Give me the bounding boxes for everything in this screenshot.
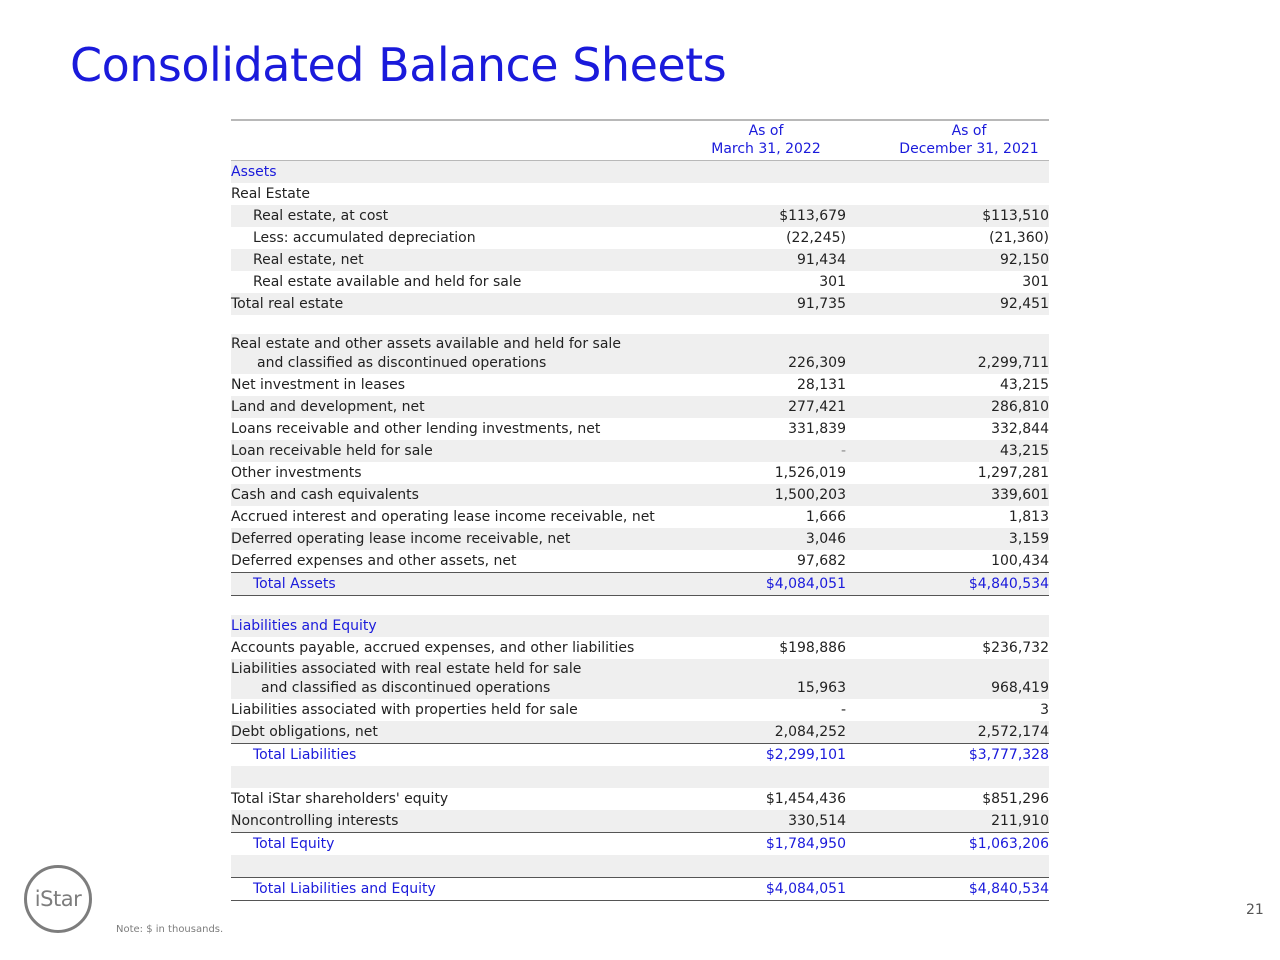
value-march-2022: $198,886 [779, 640, 846, 656]
section-heading-liabilities-and-equity [231, 615, 1049, 637]
value-march-2022: - [840, 443, 846, 459]
value-march-2022: 28,131 [797, 377, 846, 393]
value-march-2022: 1,526,019 [774, 465, 846, 481]
row-label: Net investment in leases [231, 377, 406, 393]
value-march-2022: $1,454,436 [765, 791, 846, 807]
value-december-2021: $3,777,328 [968, 747, 1049, 763]
table-row-total-real-estate [231, 293, 1049, 315]
balance-sheet-table [231, 119, 1049, 901]
table-row [231, 418, 1049, 440]
subheading-real-estate [231, 183, 1049, 205]
row-label: Real estate available and held for sale [253, 274, 522, 290]
table-row [231, 528, 1049, 550]
table-row-total-liabilities-and-equity [231, 878, 1049, 901]
row-label: Real estate and other assets available and held for sale and classified as discontinued operations [231, 336, 621, 371]
spacer-row [231, 596, 1049, 615]
table-row [231, 374, 1049, 396]
row-label: Total Liabilities and Equity [253, 881, 436, 897]
value-march-2022: 3,046 [805, 531, 846, 547]
row-label: Accrued interest and operating lease income receivable, net [231, 509, 655, 525]
value-march-2022: $4,084,051 [765, 881, 846, 897]
row-label: Liabilities associated with real estate held for sale and classified as discontinued operations [231, 661, 582, 696]
value-december-2021: 968,419 [991, 680, 1049, 696]
section-heading-assets [231, 161, 1049, 183]
row-label: Real estate, at cost [253, 208, 389, 224]
value-december-2021: 1,297,281 [977, 465, 1049, 481]
value-march-2022: 1,500,203 [774, 487, 846, 503]
value-march-2022: 330,514 [788, 813, 846, 829]
value-december-2021: 2,572,174 [977, 724, 1049, 740]
table-row [231, 484, 1049, 506]
table-row [231, 506, 1049, 528]
value-december-2021: 2,299,711 [977, 355, 1049, 371]
table-row [231, 699, 1049, 721]
table-row [231, 637, 1049, 659]
row-label: Liabilities and Equity [231, 618, 377, 634]
table-row [231, 462, 1049, 484]
value-december-2021: 339,601 [991, 487, 1049, 503]
value-march-2022: - [840, 702, 846, 718]
value-december-2021: 92,451 [1000, 296, 1049, 312]
column-header-december-2021: As of December 31, 2021 [899, 123, 1039, 157]
value-december-2021: 43,215 [1000, 443, 1049, 459]
footnote: Note: $ in thousands. [116, 924, 224, 935]
table-row [231, 249, 1049, 271]
value-march-2022: 1,666 [805, 509, 846, 525]
row-label: Total real estate [231, 296, 344, 312]
row-label: Total iStar shareholders' equity [231, 791, 449, 807]
table-row [231, 810, 1049, 833]
spacer-row [231, 315, 1049, 334]
row-label: Deferred expenses and other assets, net [231, 553, 517, 569]
row-label: Liabilities associated with properties held for sale [231, 702, 578, 718]
value-december-2021: $113,510 [982, 208, 1049, 224]
value-march-2022: 2,084,252 [774, 724, 846, 740]
value-march-2022: 91,434 [797, 252, 846, 268]
table-row-total-liabilities [231, 744, 1049, 766]
value-march-2022: $113,679 [779, 208, 846, 224]
column-header-march-2022: As of March 31, 2022 [711, 123, 821, 157]
row-label: Total Liabilities [253, 747, 357, 763]
value-march-2022: 301 [683, 271, 846, 294]
table-row [231, 271, 1049, 293]
value-december-2021: 211,910 [991, 813, 1049, 829]
table-row [231, 550, 1049, 573]
value-march-2022: $1,784,950 [765, 836, 846, 852]
row-label: Total Equity [253, 836, 335, 852]
spacer-row [231, 855, 1049, 878]
value-december-2021: 332,844 [991, 421, 1049, 437]
row-label: Total Assets [253, 576, 336, 592]
table-row [231, 396, 1049, 418]
table-row-total-assets [231, 573, 1049, 596]
table-row [231, 205, 1049, 227]
value-december-2021: $236,732 [982, 640, 1049, 656]
istar-logo: iStar [24, 865, 92, 933]
row-label: Debt obligations, net [231, 724, 378, 740]
table-row [231, 659, 1049, 699]
row-label: Less: accumulated depreciation [253, 230, 476, 246]
value-december-2021: 43,215 [1000, 377, 1049, 393]
value-december-2021: 301 [892, 271, 1049, 294]
value-march-2022: 97,682 [797, 553, 846, 569]
value-march-2022: 277,421 [788, 399, 846, 415]
row-label: Loans receivable and other lending investments, net [231, 421, 601, 437]
value-march-2022: 15,963 [797, 680, 846, 696]
row-label: Noncontrolling interests [231, 813, 399, 829]
value-december-2021: 3 [1040, 702, 1049, 718]
value-december-2021: $4,840,534 [968, 576, 1049, 592]
row-label: Land and development, net [231, 399, 425, 415]
page-number: 21 [1246, 902, 1264, 918]
row-label: Cash and cash equivalents [231, 487, 419, 503]
row-label: Real Estate [231, 186, 310, 202]
row-label: Deferred operating lease income receivable, net [231, 531, 571, 547]
value-december-2021: 92,150 [1000, 252, 1049, 268]
row-label: Accounts payable, accrued expenses, and other liabilities [231, 640, 635, 656]
value-december-2021: (21,360) [892, 227, 1049, 250]
table-row [231, 440, 1049, 462]
value-december-2021: 1,813 [1008, 509, 1049, 525]
value-december-2021: 3,159 [1008, 531, 1049, 547]
table-row [231, 788, 1049, 810]
value-march-2022: 226,309 [788, 355, 846, 371]
table-row [231, 227, 1049, 249]
value-december-2021: $851,296 [982, 791, 1049, 807]
table-row-total-equity [231, 833, 1049, 855]
value-december-2021: 100,434 [991, 553, 1049, 569]
row-label: Real estate, net [253, 252, 364, 268]
row-label: Other investments [231, 465, 362, 481]
value-march-2022: 91,735 [797, 296, 846, 312]
row-label: Loan receivable held for sale [231, 443, 433, 459]
page-title: Consolidated Balance Sheets [70, 38, 727, 92]
table-row [231, 334, 1049, 374]
value-march-2022: $2,299,101 [765, 747, 846, 763]
value-december-2021: $4,840,534 [968, 881, 1049, 897]
value-march-2022: 331,839 [788, 421, 846, 437]
value-march-2022: $4,084,051 [765, 576, 846, 592]
value-march-2022: (22,245) [683, 227, 846, 250]
table-row [231, 721, 1049, 744]
value-december-2021: 286,810 [991, 399, 1049, 415]
row-label: Assets [231, 164, 277, 180]
value-december-2021: $1,063,206 [968, 836, 1049, 852]
table-header [231, 119, 1049, 161]
spacer-row [231, 766, 1049, 788]
